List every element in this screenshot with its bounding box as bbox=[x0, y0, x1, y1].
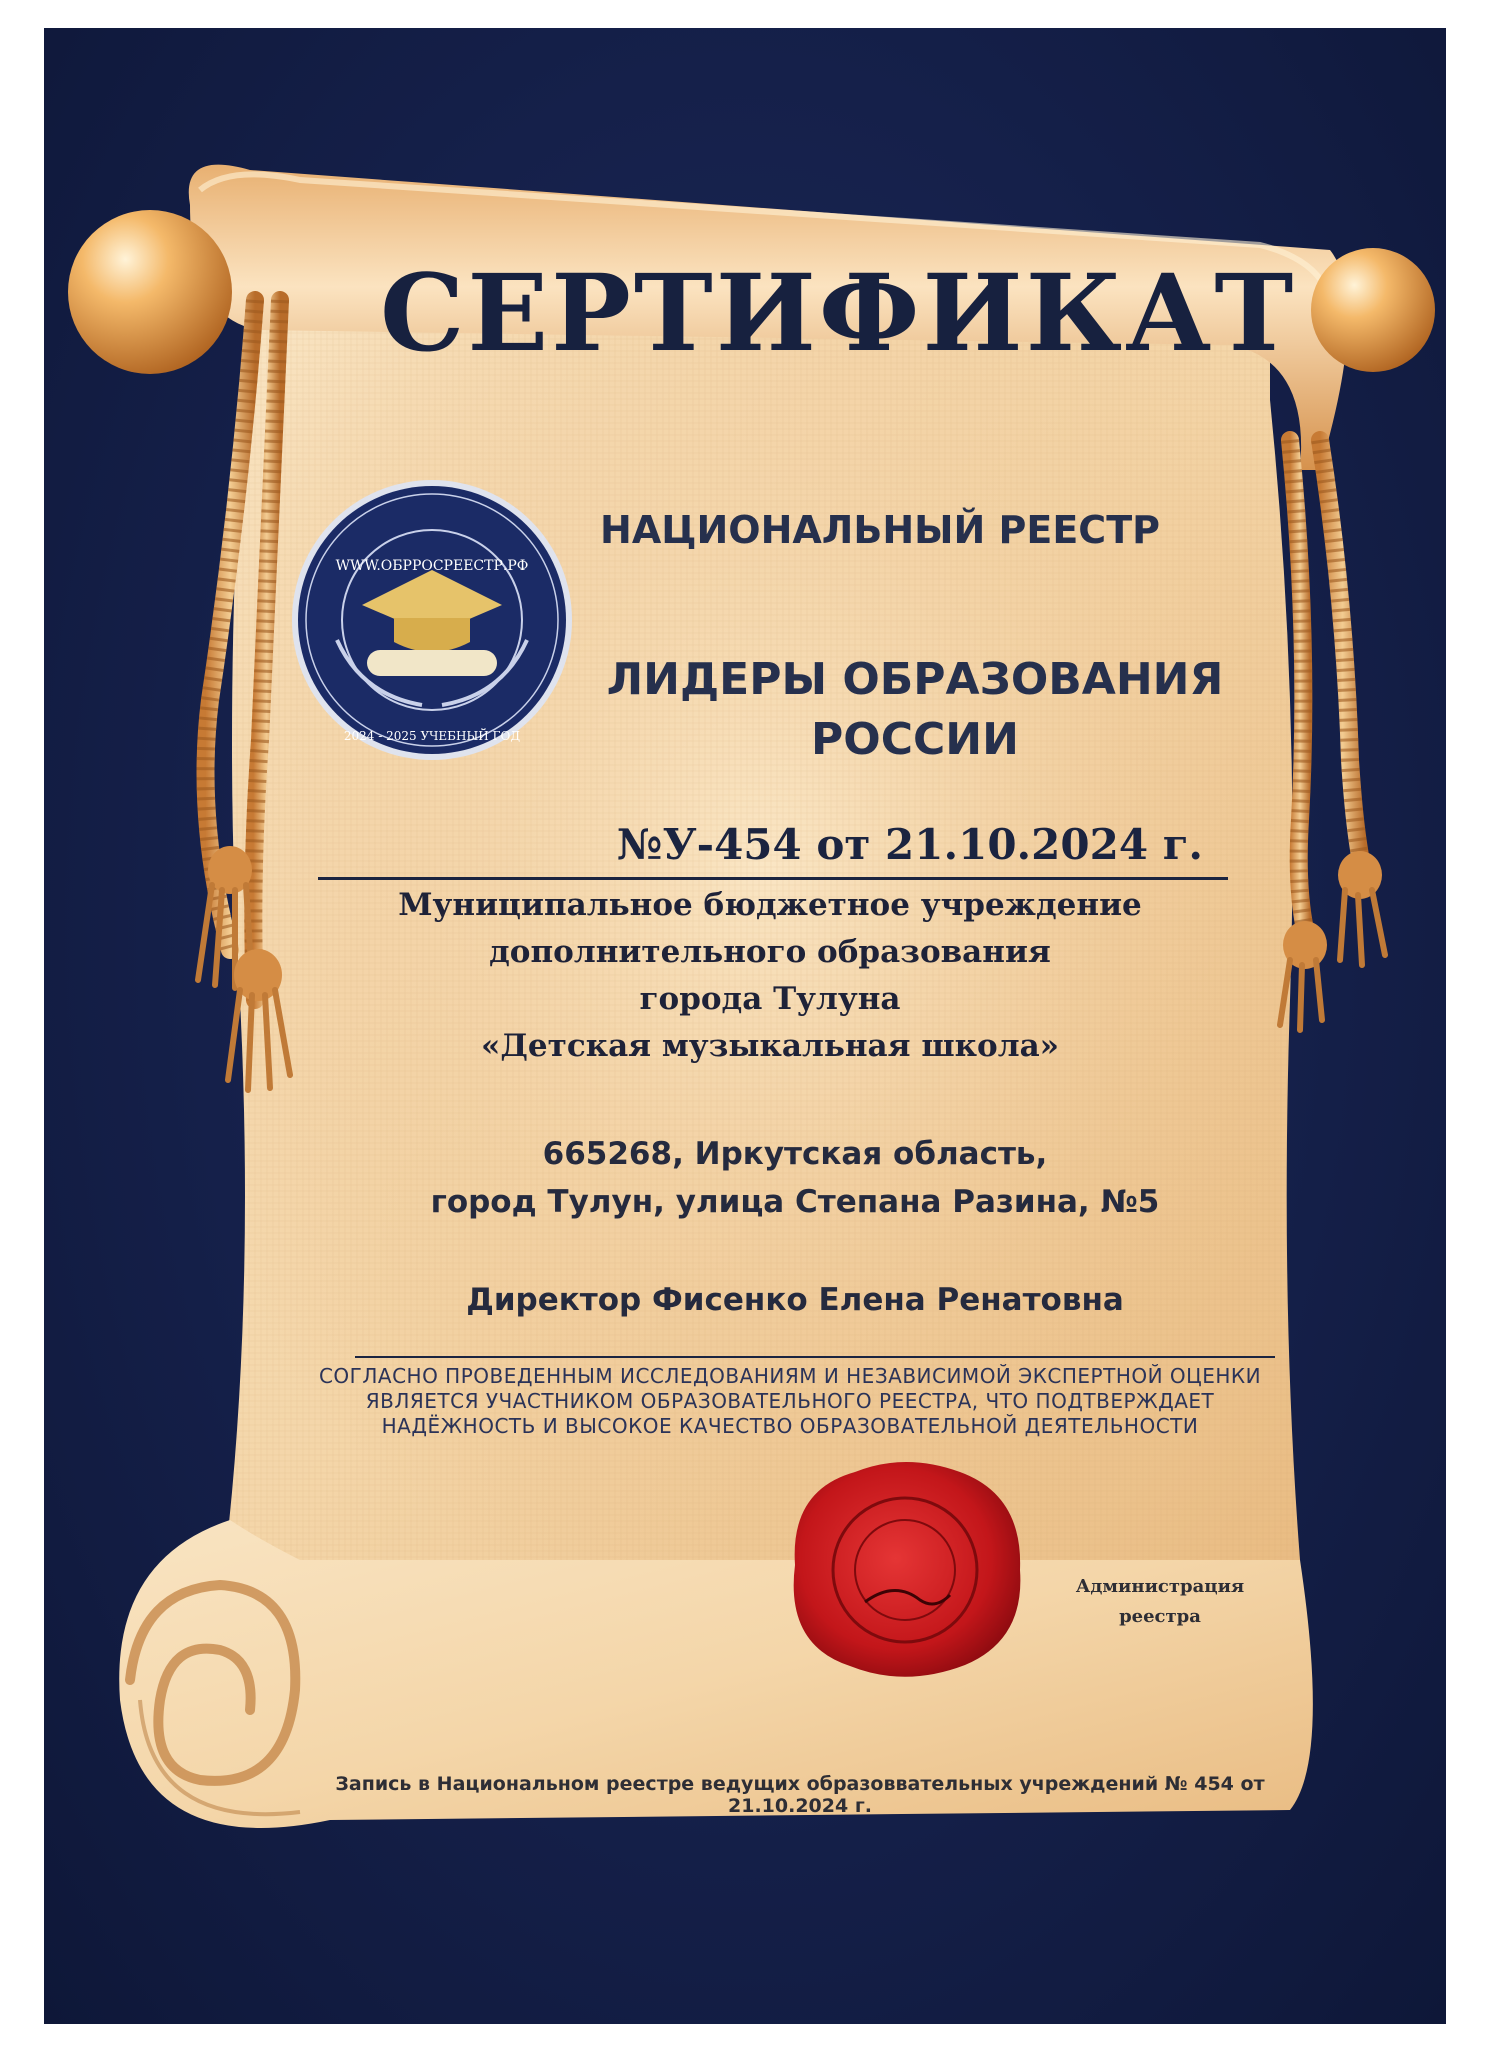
address-line: город Тулун, улица Степана Разина, №5 bbox=[430, 1184, 1160, 1220]
statement-line: ЯВЛЯЕТСЯ УЧАСТНИКОМ ОБРАЗОВАТЕЛЬНОГО РЕЕСТРА, ЧТО ПОДТВЕРЖДАЕТ bbox=[365, 1389, 1215, 1413]
right-ball bbox=[1311, 248, 1435, 372]
emblem-year-text: 2024 - 2025 УЧЕБНЫЙ ГОД bbox=[343, 729, 521, 743]
organization-line: «Детская музыкальная школа» bbox=[480, 1028, 1060, 1064]
wax-seal bbox=[794, 1462, 1021, 1677]
organization-line: города Тулуна bbox=[639, 981, 901, 1017]
organization-line: Муниципальное бюджетное учреждение bbox=[398, 887, 1142, 923]
certificate-title: СЕРТИФИКАТ bbox=[380, 250, 1297, 375]
statement-line: СОГЛАСНО ПРОВЕДЕННЫМ ИССЛЕДОВАНИЯМ И НЕЗАВИСИМОЙ ЭКСПЕРТНОЙ ОЦЕНКИ bbox=[318, 1364, 1262, 1388]
emblem-site-text: WWW.ОБРРОСРЕЕСТР.РФ bbox=[335, 558, 529, 574]
right-cords bbox=[1280, 440, 1385, 1030]
registry-administration bbox=[1060, 1572, 1260, 1632]
program-title-line1: ЛИДЕРЫ ОБРАЗОВАНИЯ bbox=[606, 654, 1224, 705]
registry-emblem bbox=[292, 480, 572, 760]
admin-line: Администрация bbox=[1075, 1576, 1245, 1597]
program-title-line2: РОССИИ bbox=[811, 714, 1019, 765]
registry-heading: НАЦИОНАЛЬНЫЙ РЕЕСТР bbox=[600, 508, 1160, 552]
organization-name bbox=[360, 882, 1180, 1070]
director-name: Директор Фисенко Елена Ренатовна bbox=[466, 1282, 1124, 1318]
program-title bbox=[580, 650, 1250, 770]
organization-line: дополнительного образования bbox=[489, 934, 1051, 970]
registry-record-footer: Запись в Национальном реестре ведущих образоввательных учреждений № 454 от 21.10.2024 г. bbox=[335, 1773, 1265, 1817]
divider-bottom bbox=[355, 1356, 1275, 1358]
certificate-number: №У-454 от 21.10.2024 г. bbox=[616, 820, 1204, 869]
left-ball bbox=[68, 210, 232, 374]
statement-line: НАДЁЖНОСТЬ И ВЫСОКОЕ КАЧЕСТВО ОБРАЗОВАТЕЛЬНОЙ ДЕЯТЕЛЬНОСТИ bbox=[381, 1414, 1199, 1438]
address-line: 665268, Иркутская область, bbox=[542, 1136, 1048, 1172]
divider-top bbox=[318, 877, 1228, 880]
certification-statement bbox=[260, 1364, 1320, 1439]
admin-line: реестра bbox=[1119, 1606, 1201, 1627]
organization-address bbox=[380, 1130, 1210, 1226]
